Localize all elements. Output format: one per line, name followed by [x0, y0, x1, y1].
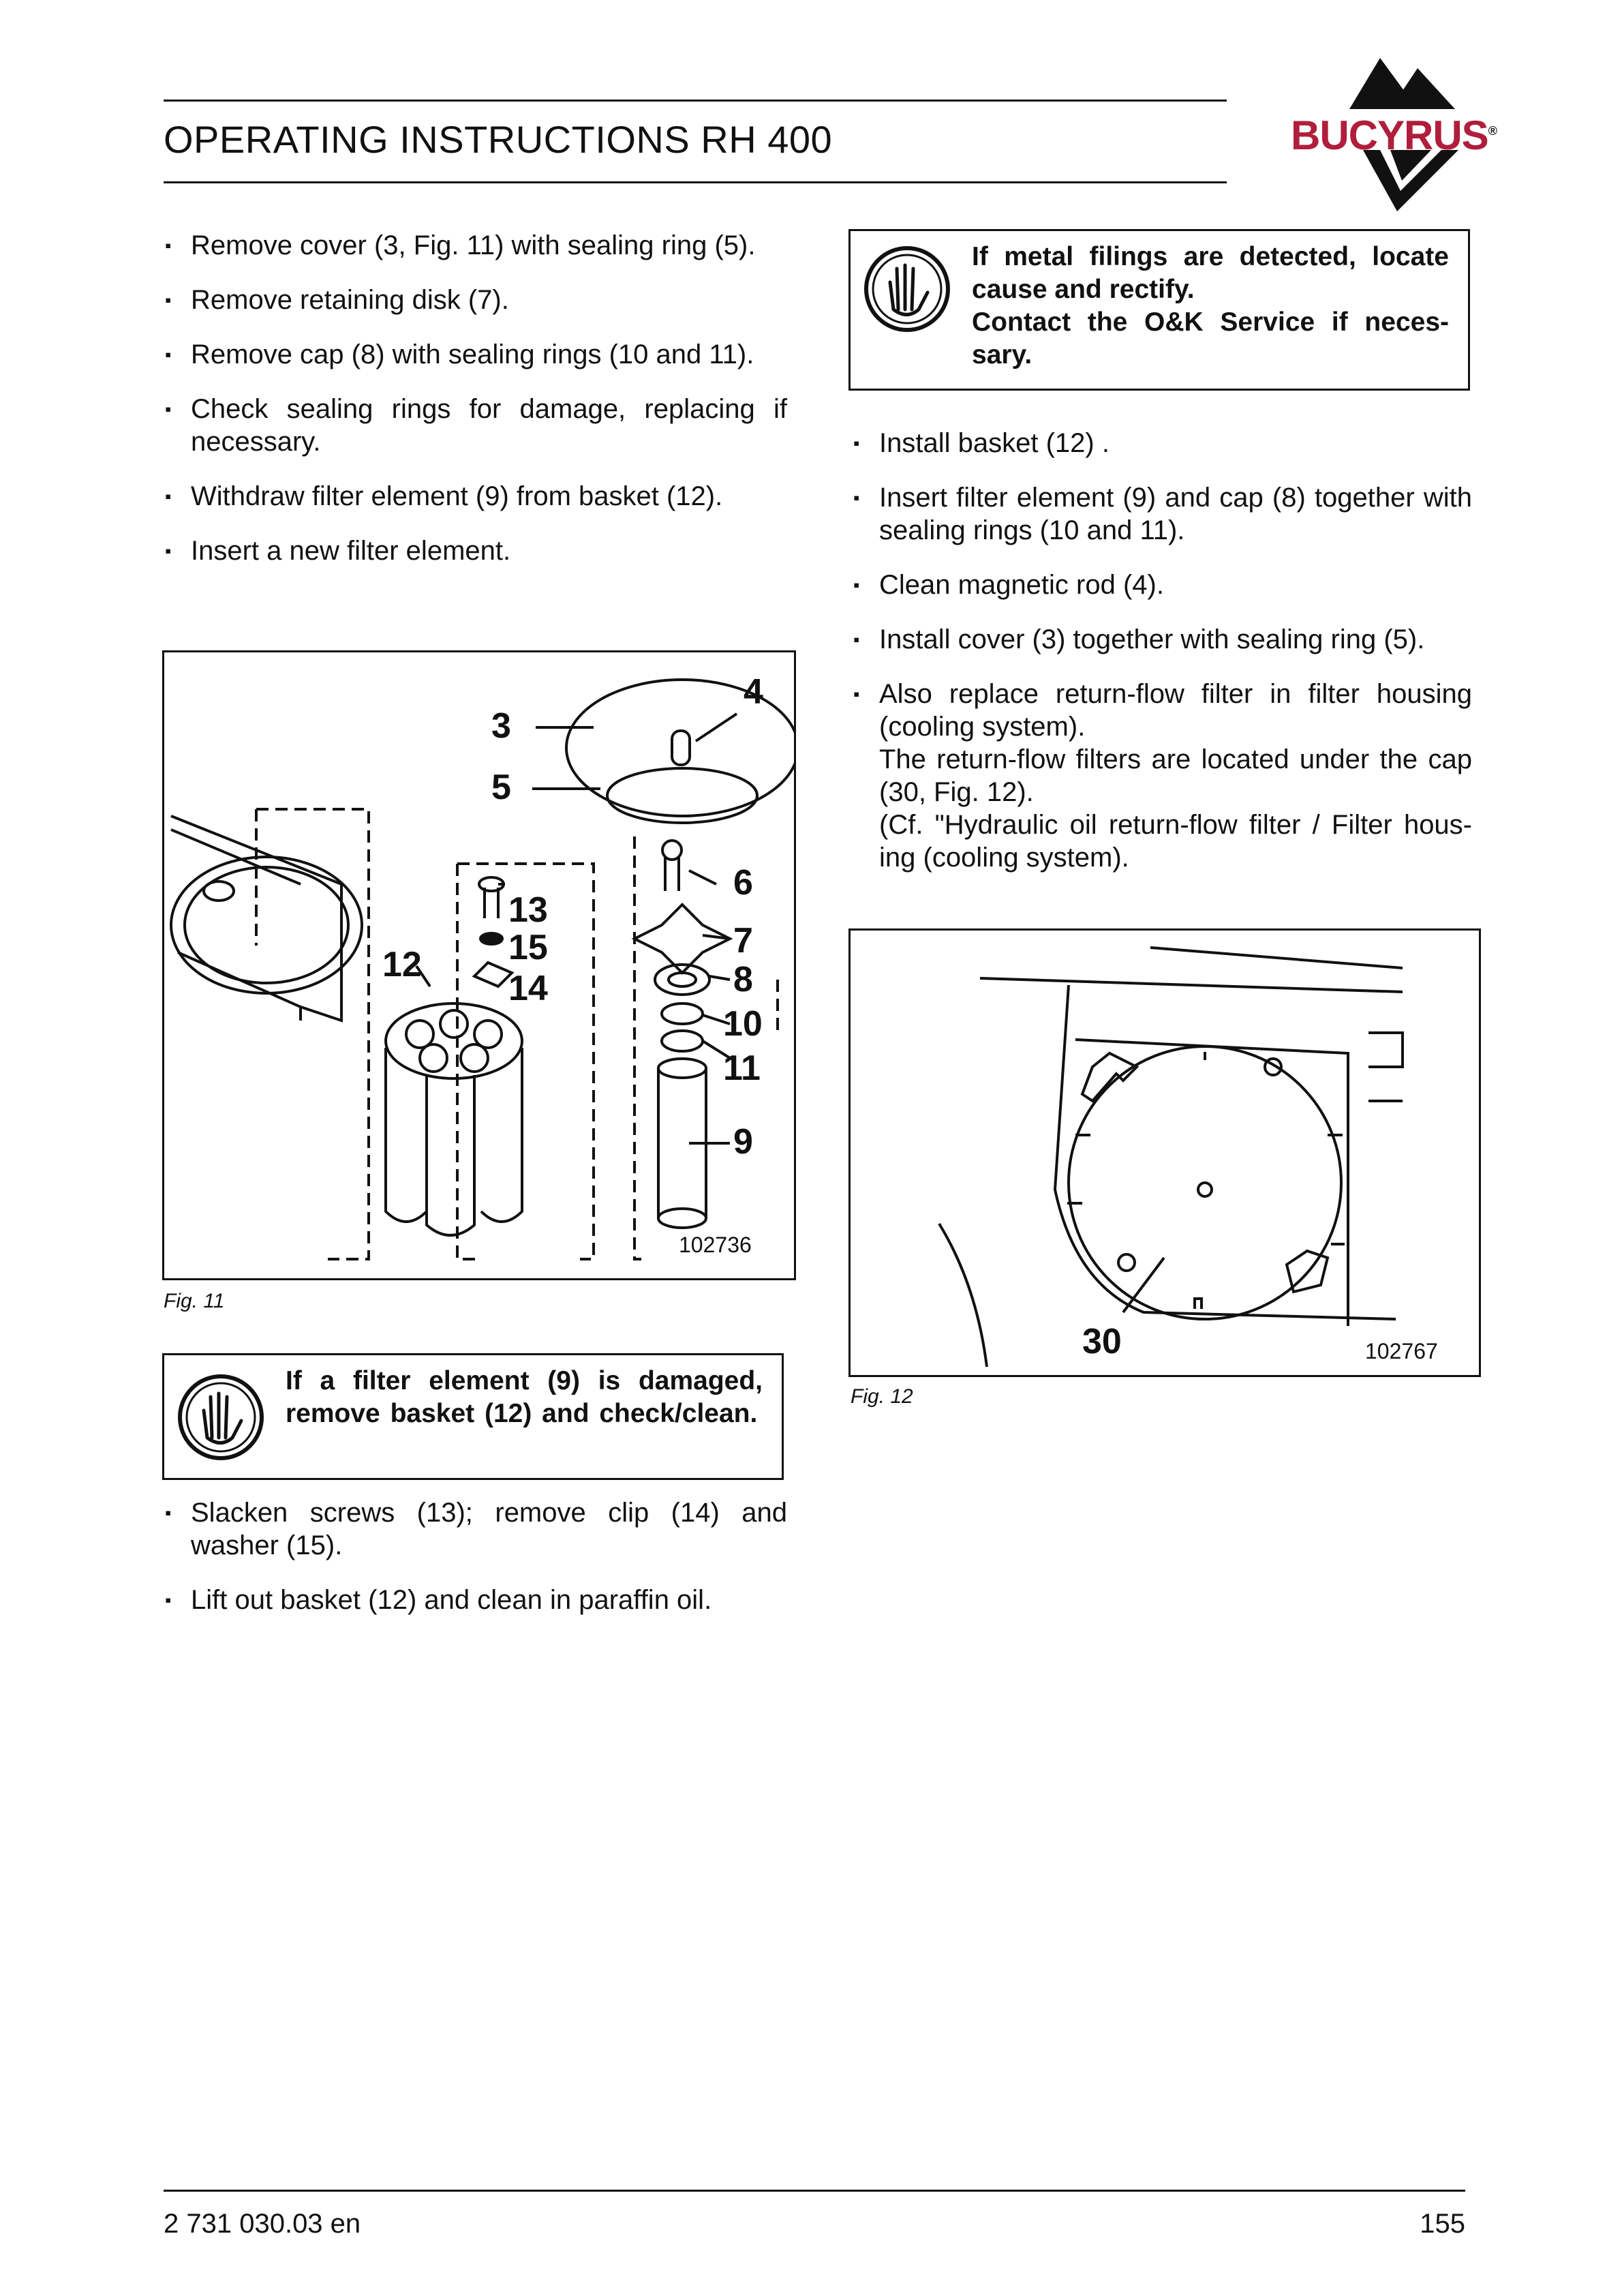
list-item: ▪ Check sealing rings for damage, replacing if necessary.: [164, 393, 787, 458]
warning-note-right: [848, 229, 1470, 391]
list-item: ▪ Remove cover (3, Fig. 11) with sealing ring (5).: [164, 229, 787, 262]
label-14: 14: [508, 969, 548, 1008]
label-12: 12: [382, 945, 422, 984]
footer-rule: [164, 2190, 1465, 2192]
step-line: ▪ Also replace return-flow filter in filter housing (cooling system).: [879, 679, 1472, 742]
list-item: ▪ Remove cap (8) with sealing rings (10 and 11).: [164, 338, 787, 371]
label-7: 7: [733, 921, 753, 961]
figure-12-frame: [848, 928, 1481, 1377]
warning-note-left: [162, 1353, 784, 1480]
bucyrus-logo: [1261, 55, 1527, 218]
step-line: (Cf. "Hydraulic oil return-flow filter / Filter hous-ing (cooling system).: [879, 810, 1472, 873]
label-3: 3: [491, 706, 511, 746]
label-11: 11: [723, 1048, 761, 1088]
label-30: 30: [1082, 1322, 1122, 1361]
list-item: [852, 678, 1472, 874]
note-right-text: [972, 241, 1449, 372]
list-item: ▪ Clean magnetic rod (4).: [852, 569, 1472, 601]
list-item: ▪ Slacken screws (13); remove clip (14) and washer (15).: [164, 1496, 787, 1562]
page-number: 155: [1420, 2209, 1465, 2239]
figure-11-caption: Fig. 11: [164, 1290, 225, 1312]
list-item: ▪ Install basket (12) .: [852, 427, 1472, 459]
label-6: 6: [733, 863, 753, 903]
left-steps-list-2: [164, 1496, 787, 1638]
note-right-line2: Contact the O&K Service if neces-sary.: [972, 307, 1449, 369]
label-9: 9: [733, 1122, 753, 1162]
header-top-rule: [164, 100, 1227, 102]
step-line: The return-flow filters are located under the cap (30, Fig. 12).: [879, 744, 1472, 807]
drawing-number: 102767: [1365, 1339, 1438, 1363]
list-item: ▪ Install cover (3) together with sealing ring (5).: [852, 623, 1472, 656]
filter-housing-cap-diagram: [851, 931, 1479, 1375]
list-item: ▪ Insert filter element (9) and cap (8) together with sealing rings (10 and 11).: [852, 481, 1472, 547]
hand-warning-icon: [177, 1373, 265, 1465]
label-13: 13: [508, 890, 548, 930]
filter-exploded-diagram: [164, 652, 794, 1278]
list-item: ▪ Lift out basket (12) and clean in paraffin oil.: [164, 1584, 787, 1616]
figure-12-caption: Fig. 12: [851, 1385, 913, 1408]
label-8: 8: [733, 960, 753, 999]
list-item: ▪ Remove retaining disk (7).: [164, 284, 787, 316]
note-right-line1: If metal filings are detected, locate cause and rectify.: [972, 242, 1449, 304]
drawing-number: 102736: [679, 1233, 752, 1257]
figure-11-frame: [162, 650, 796, 1280]
label-10: 10: [723, 1004, 763, 1044]
hand-warning-icon: [863, 245, 951, 337]
logo-text: BUCYRUS®: [1291, 112, 1497, 158]
list-item: ▪ Insert a new filter element.: [164, 534, 787, 567]
header-bottom-rule: [164, 181, 1227, 183]
left-steps-list-1: [164, 229, 787, 589]
right-steps-list: [852, 427, 1472, 896]
label-4: 4: [744, 672, 763, 712]
note-left-text: If a filter element (9) is damaged, remove basket (12) and check/clean.: [286, 1366, 763, 1428]
label-5: 5: [491, 768, 511, 807]
list-item: ▪ Withdraw filter element (9) from basket (12).: [164, 480, 787, 513]
label-15: 15: [508, 928, 548, 967]
page-title: OPERATING INSTRUCTIONS RH 400: [164, 118, 833, 161]
document-number: 2 731 030.03 en: [164, 2209, 361, 2239]
